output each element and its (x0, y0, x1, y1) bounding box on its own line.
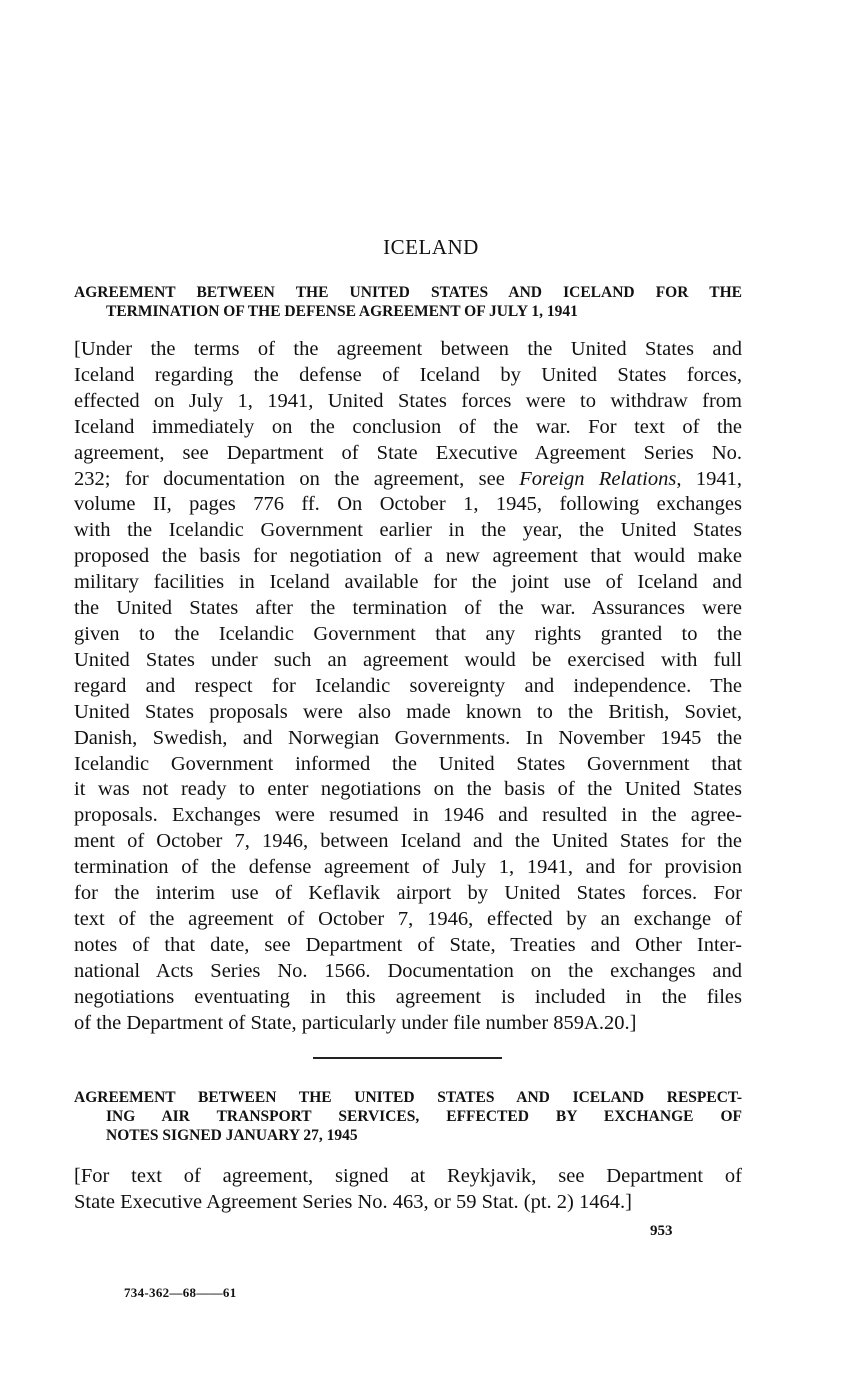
paragraph-line: volume II, pages 776 ff. On October 1, 1945, following exchanges (74, 493, 742, 516)
paragraph-line: national Acts Series No. 1566. Documentation on the exchanges and (74, 959, 742, 982)
paragraph-line: text of the agreement of October 7, 1946, effected by an exchange of (74, 907, 742, 930)
paragraph-line: with the Icelandic Government earlier in the year, the United States (74, 519, 742, 542)
paragraph-line: [For text of agreement, signed at Reykjavik, see Department of (74, 1165, 742, 1187)
paragraph-line: Icelandic Government informed the United States Government that (74, 752, 742, 775)
print-code: 734-362—68——61 (124, 1285, 237, 1300)
paragraph-line: of the Department of State, particularly under file number 859A.20.] (74, 1011, 637, 1034)
paragraph-line: proposed the basis for negotiation of a new agreement that would make (74, 545, 742, 568)
heading-line: NOTES SIGNED JANUARY 27, 1945 (106, 1127, 358, 1144)
paragraph-line: Iceland immediately on the conclusion of the war. For text of the (74, 415, 742, 438)
paragraph-air-transport (74, 1164, 742, 1216)
paragraph-line: the United States after the termination of the war. Assurances were (74, 597, 742, 620)
section-heading-termination (74, 283, 742, 321)
page-title: ICELAND (383, 235, 479, 259)
paragraph-line: United States under such an agreement would be exercised with full (74, 648, 742, 671)
paragraph-line: given to the Icelandic Government that any rights granted to the (74, 622, 742, 645)
heading-line: TERMINATION OF THE DEFENSE AGREEMENT OF JULY 1, 1941 (106, 303, 578, 320)
citation-prefix: 232; for documentation on the agreement, see (74, 467, 520, 490)
section-heading-air-transport (74, 1088, 742, 1145)
heading-line: AGREEMENT BETWEEN THE UNITED STATES AND ICELAND RESPECT- (74, 1089, 742, 1106)
paragraph-line: ment of October 7, 1946, between Iceland and the United States for the (74, 830, 742, 853)
paragraph-line: effected on July 1, 1941, United States forces were to withdraw from (74, 389, 742, 412)
paragraph-line: for the interim use of Keflavik airport by United States forces. For (74, 882, 742, 905)
section-divider (313, 1057, 502, 1059)
paragraph-termination (74, 337, 742, 1036)
paragraph-line-with-citation (74, 467, 742, 493)
paragraph-line: Danish, Swedish, and Norwegian Governments. In November 1945 the (74, 726, 742, 749)
foreign-relations-citation: Foreign Relations (519, 467, 677, 490)
paragraph-line: Iceland regarding the defense of Iceland by United States forces, (74, 363, 742, 386)
paragraph-line: negotiations eventuating in this agreement is included in the files (74, 985, 742, 1008)
paragraph-line: it was not ready to enter negotiations on the basis of the United States (74, 778, 742, 801)
paragraph-line: proposals. Exchanges were resumed in 1946 and resulted in the agree- (74, 804, 742, 827)
paragraph-line: termination of the defense agreement of July 1, 1941, and for provision (74, 856, 742, 879)
page-number: 953 (650, 1223, 673, 1239)
paragraph-line: regard and respect for Icelandic sovereignty and independence. The (74, 674, 742, 697)
heading-line: AGREEMENT BETWEEN THE UNITED STATES AND ICELAND FOR THE (74, 284, 742, 301)
heading-line: ING AIR TRANSPORT SERVICES, EFFECTED BY EXCHANGE OF (106, 1108, 742, 1125)
paragraph-line: State Executive Agreement Series No. 463, or 59 Stat. (pt. 2) 1464.] (74, 1190, 632, 1213)
citation-suffix: , 1941, (676, 467, 742, 490)
paragraph-line: United States proposals were also made known to the British, Soviet, (74, 700, 742, 723)
paragraph-line: [Under the terms of the agreement between the United States and (74, 338, 742, 360)
paragraph-line: military facilities in Iceland available for the joint use of Iceland and (74, 571, 742, 594)
paragraph-line: agreement, see Department of State Executive Agreement Series No. (74, 441, 742, 464)
paragraph-line: notes of that date, see Department of State, Treaties and Other Inter- (74, 933, 742, 956)
